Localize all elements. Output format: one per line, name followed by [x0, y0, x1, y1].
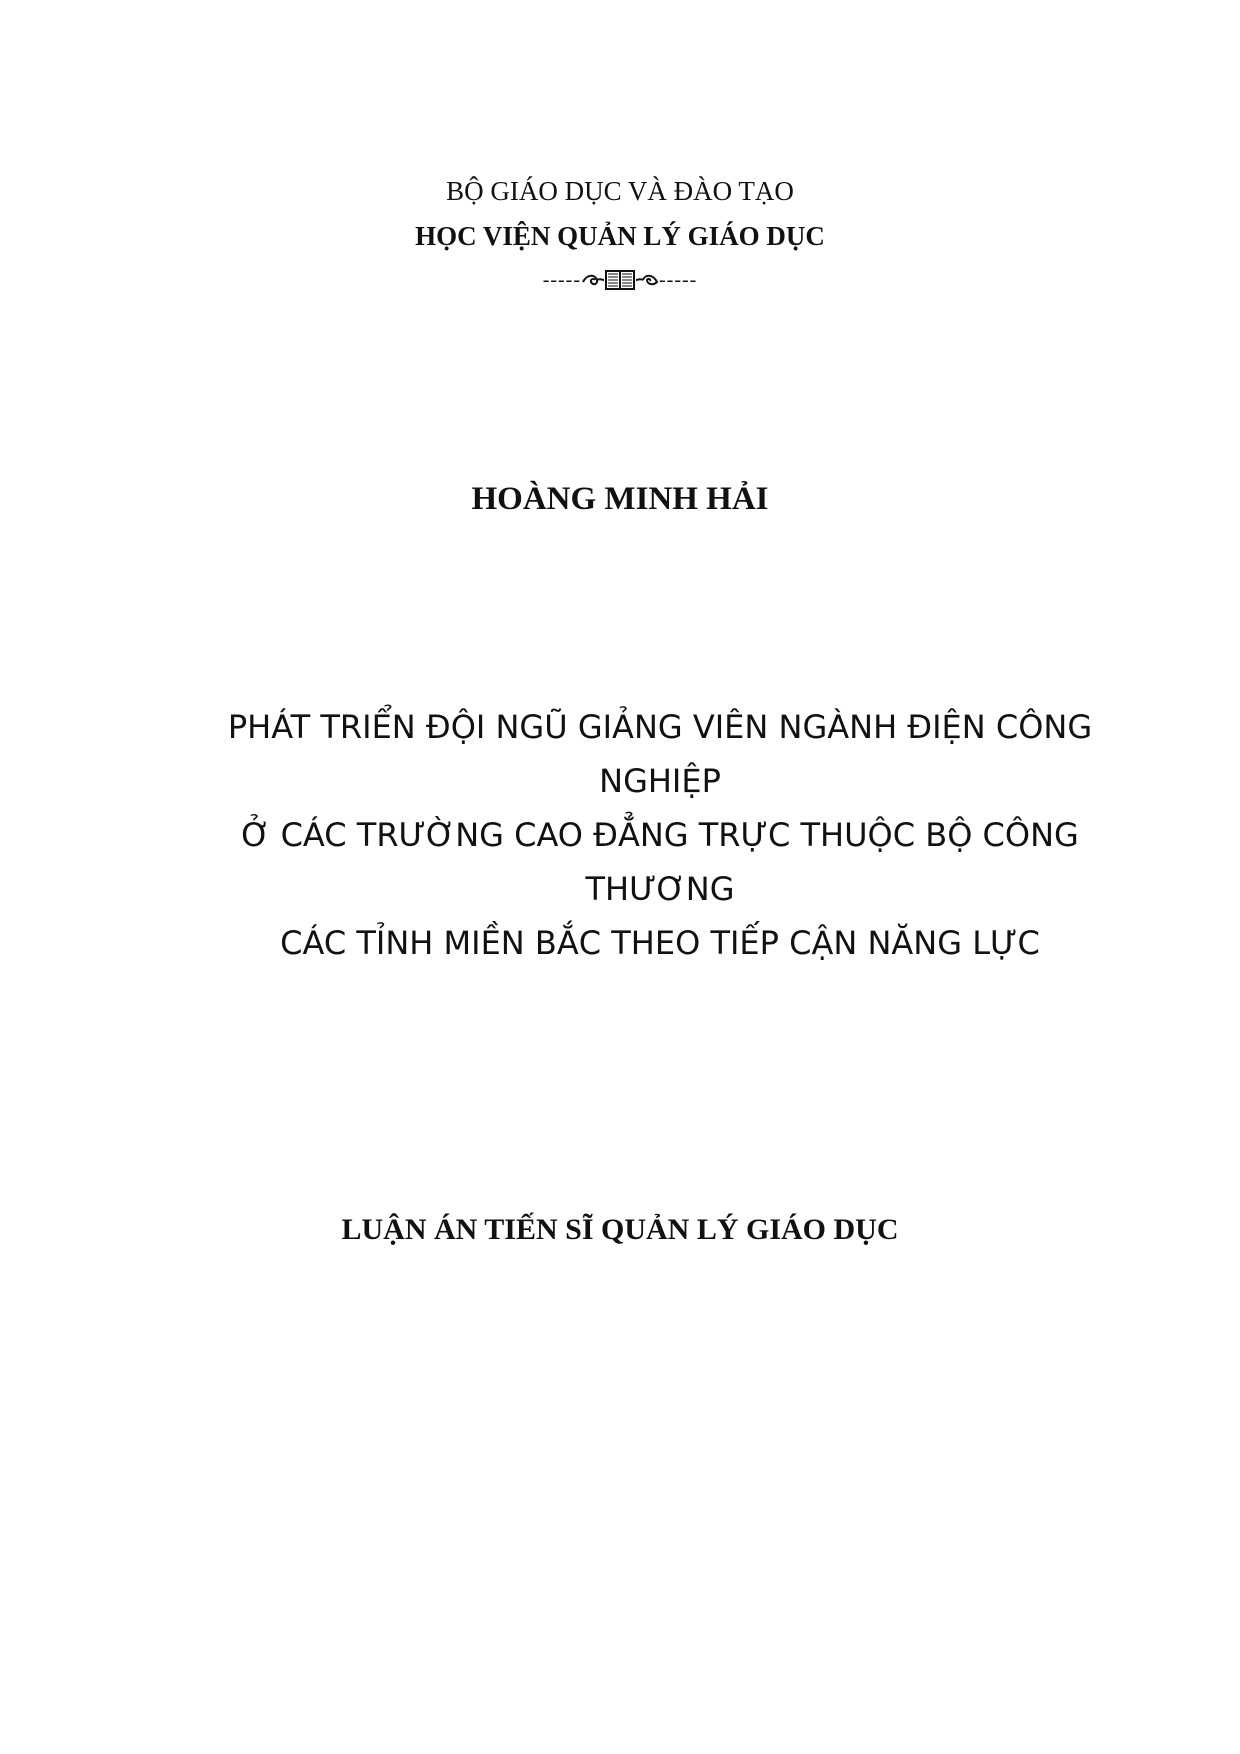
title-line-3: Ở CÁC TRƯỜNG CAO ĐẲNG TRỰC THUỘC BỘ CÔNG	[241, 816, 1079, 854]
title-line-2: NGHIỆP	[599, 762, 721, 800]
thesis-title	[160, 700, 1160, 970]
institute-name: HỌC VIỆN QUẢN LÝ GIÁO DỤC	[415, 221, 825, 251]
title-line-1: PHÁT TRIỂN ĐỘI NGŨ GIẢNG VIÊN NGÀNH ĐIỆN CÔNG	[227, 708, 1093, 746]
degree-type: LUẬN ÁN TIẾN SĨ QUẢN LÝ GIÁO DỤC	[341, 1213, 899, 1246]
title-line-5: CÁC TỈNH MIỀN BẮC THEO TIẾP CẬN NĂNG LỰC	[280, 924, 1040, 962]
author-name: HOÀNG MINH HẢI	[471, 481, 769, 517]
ministry-name: BỘ GIÁO DỤC VÀ ĐÀO TẠO	[446, 176, 794, 206]
title-line-4: THƯƠNG	[585, 870, 735, 908]
header-ornament	[0, 266, 1240, 294]
book-flourish-icon	[581, 268, 659, 292]
ornament-left-dashes: -----	[542, 268, 581, 291]
ornament-right-dashes: -----	[659, 268, 698, 291]
